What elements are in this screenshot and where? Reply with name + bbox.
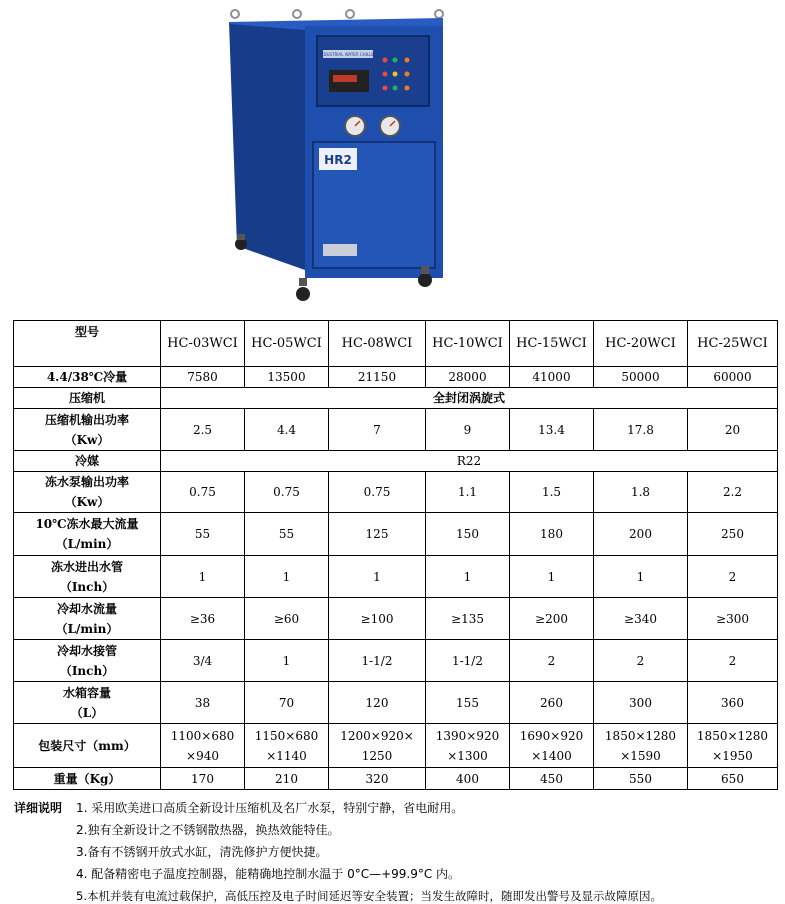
value-cell <box>245 724 329 768</box>
row-tank <box>14 682 778 724</box>
value-cell: 9 <box>426 409 510 451</box>
value-line: 1850×1280 <box>604 728 677 743</box>
value-cell: 450 <box>510 768 594 790</box>
model-cell: HC-20WCI <box>594 321 688 367</box>
note-item: 5.本机并装有电流过载保护，高低压控及电子时间延迟等安全装置；当发生故障时，随即发出警号及显示故障原因。 <box>76 889 662 903</box>
model-cell: HC-05WCI <box>245 321 329 367</box>
value-cell: 210 <box>245 768 329 790</box>
water-chiller-photo <box>215 8 455 308</box>
value-cell: 2 <box>688 556 778 598</box>
model-cell: HC-08WCI <box>329 321 426 367</box>
value-line: ×1140 <box>266 748 307 763</box>
value-cell: 1 <box>510 556 594 598</box>
value-cell: 2.2 <box>688 472 778 513</box>
row-compressor <box>14 388 778 409</box>
value-line: ×940 <box>186 748 219 763</box>
label-unit: （L/min） <box>55 537 119 551</box>
row-cooling <box>14 367 778 388</box>
value-cell: 7580 <box>161 367 245 388</box>
label-text: 水箱容量 <box>62 685 111 700</box>
value-cell: 1-1/2 <box>426 640 510 682</box>
display-digits <box>333 75 357 82</box>
value-line: 1390×920 <box>435 728 500 743</box>
value-cell: 4.4 <box>245 409 329 451</box>
value-cell <box>426 724 510 768</box>
value-cell: 155 <box>426 682 510 724</box>
model-cell: HC-25WCI <box>688 321 778 367</box>
value-line: 1250 <box>361 748 393 763</box>
label-unit: （Kw） <box>64 495 110 509</box>
value-cell: 1 <box>426 556 510 598</box>
value-cell: 60000 <box>688 367 778 388</box>
value-cell: ≥60 <box>245 598 329 640</box>
value-cell: 1.1 <box>426 472 510 513</box>
label-text: 冷却水流量 <box>56 601 117 616</box>
label-text: 冻水泵输出功率 <box>44 475 129 489</box>
value-refrigerant: R22 <box>161 451 778 472</box>
value-cell: 1 <box>329 556 426 598</box>
note-item: 4. 配备精密电子温度控制器，能精确地控制水温于 0°C—+99.9°C 内。 <box>76 867 461 881</box>
lifting-eye-icons <box>231 10 443 18</box>
value-cell: 1-1/2 <box>329 640 426 682</box>
notes-title: 详细说明 <box>14 801 63 815</box>
value-cell <box>510 724 594 768</box>
row-cooling-flow <box>14 598 778 640</box>
note-item: 3.备有不锈钢开放式水缸，清洗修护方便快捷。 <box>76 845 328 859</box>
value-cell: 3/4 <box>161 640 245 682</box>
label-text: 10℃冻水最大流量 <box>35 517 139 531</box>
note-item: 1. 采用欧美进口高质全新设计压缩机及名厂水泵，特别宁静，省电耐用。 <box>76 801 464 815</box>
model-cell: HC-03WCI <box>161 321 245 367</box>
value-cell: 13.4 <box>510 409 594 451</box>
value-line: ×1400 <box>531 748 572 763</box>
value-cell: 2.5 <box>161 409 245 451</box>
label-cooling-pipe <box>14 640 161 682</box>
value-line: 1690×920 <box>519 728 584 743</box>
value-cell: 41000 <box>510 367 594 388</box>
value-cell: 17.8 <box>594 409 688 451</box>
value-cell: 0.75 <box>329 472 426 513</box>
chiller-side-panel <box>229 22 305 270</box>
value-cell: 0.75 <box>161 472 245 513</box>
value-cell: ≥100 <box>329 598 426 640</box>
row-chilled-pipe <box>14 556 778 598</box>
label-unit: （Kw） <box>64 432 110 447</box>
value-cell: 7 <box>329 409 426 451</box>
value-cell <box>688 724 778 768</box>
value-cell: ≥200 <box>510 598 594 640</box>
label-compressor-power <box>14 409 161 451</box>
value-cell: 550 <box>594 768 688 790</box>
value-cell: 300 <box>594 682 688 724</box>
label-cooling-flow <box>14 598 161 640</box>
value-cell: 2 <box>688 640 778 682</box>
value-cell: ≥135 <box>426 598 510 640</box>
spec-table <box>13 320 778 790</box>
value-cell: 180 <box>510 513 594 556</box>
value-cell: ≥300 <box>688 598 778 640</box>
label-unit: （L/min） <box>55 621 119 636</box>
value-cell: 2 <box>510 640 594 682</box>
value-cell: 1 <box>245 640 329 682</box>
label-pump-power <box>14 472 161 513</box>
value-cell <box>161 724 245 768</box>
value-cell: 260 <box>510 682 594 724</box>
label-refrigerant: 冷媒 <box>14 451 161 472</box>
value-line: 1850×1280 <box>696 728 769 743</box>
value-cell: 320 <box>329 768 426 790</box>
value-cell: 70 <box>245 682 329 724</box>
value-cell: 650 <box>688 768 778 790</box>
value-line: ×1950 <box>712 748 753 763</box>
label-compressor: 压缩机 <box>14 388 161 409</box>
value-cell: ≥36 <box>161 598 245 640</box>
row-pump-power <box>14 472 778 513</box>
control-panel-text: INDUSTRIAL WATER CHILLER <box>319 52 377 57</box>
label-text: 冻水进出水管 <box>50 559 123 574</box>
model-cell: HC-15WCI <box>510 321 594 367</box>
value-cell: 0.75 <box>245 472 329 513</box>
value-cell: 400 <box>426 768 510 790</box>
label-text: 冷却水接管 <box>56 643 117 658</box>
value-cell: 150 <box>426 513 510 556</box>
note-item: 2.独有全新设计之不锈钢散热器，换热效能特佳。 <box>76 823 340 837</box>
value-cell: 55 <box>245 513 329 556</box>
brand-logo-text: HR2 <box>324 153 352 167</box>
value-cell: ≥340 <box>594 598 688 640</box>
value-compressor: 全封闭涡旋式 <box>161 388 778 409</box>
value-cell: 200 <box>594 513 688 556</box>
row-weight <box>14 768 778 790</box>
label-unit: （L） <box>70 705 104 720</box>
value-cell <box>329 724 426 768</box>
value-cell: 1.8 <box>594 472 688 513</box>
label-package: 包装尺寸（mm） <box>14 724 161 768</box>
value-cell: 13500 <box>245 367 329 388</box>
value-cell: 120 <box>329 682 426 724</box>
model-cell: HC-10WCI <box>426 321 510 367</box>
row-refrigerant <box>14 451 778 472</box>
value-cell: 125 <box>329 513 426 556</box>
value-cell: 28000 <box>426 367 510 388</box>
value-cell: 1 <box>245 556 329 598</box>
value-cell <box>594 724 688 768</box>
value-cell: 170 <box>161 768 245 790</box>
label-model: 型号 <box>14 321 161 367</box>
label-weight: 重量（Kg） <box>14 768 161 790</box>
label-cooling: 4.4/38℃冷量 <box>14 367 161 388</box>
label-tank <box>14 682 161 724</box>
value-cell: 1 <box>161 556 245 598</box>
label-unit: （Inch） <box>59 579 115 594</box>
value-cell: 38 <box>161 682 245 724</box>
value-cell: 1 <box>594 556 688 598</box>
value-cell: 20 <box>688 409 778 451</box>
row-max-flow <box>14 513 778 556</box>
label-text: 压缩机输出功率 <box>44 412 129 427</box>
value-line: ×1300 <box>447 748 488 763</box>
value-cell: 21150 <box>329 367 426 388</box>
value-line: 1150×680 <box>254 728 319 743</box>
value-cell: 55 <box>161 513 245 556</box>
value-cell: 360 <box>688 682 778 724</box>
row-model <box>14 321 778 367</box>
value-line: 1100×680 <box>170 728 235 743</box>
label-unit: （Inch） <box>59 663 115 678</box>
row-package <box>14 724 778 768</box>
value-cell: 1.5 <box>510 472 594 513</box>
nameplate <box>323 244 357 256</box>
row-cooling-pipe <box>14 640 778 682</box>
value-line: 1200×920× <box>340 728 414 743</box>
value-cell: 2 <box>594 640 688 682</box>
row-compressor-power <box>14 409 778 451</box>
value-cell: 250 <box>688 513 778 556</box>
value-cell: 50000 <box>594 367 688 388</box>
value-line: ×1590 <box>620 748 661 763</box>
label-max-flow <box>14 513 161 556</box>
label-chilled-pipe <box>14 556 161 598</box>
